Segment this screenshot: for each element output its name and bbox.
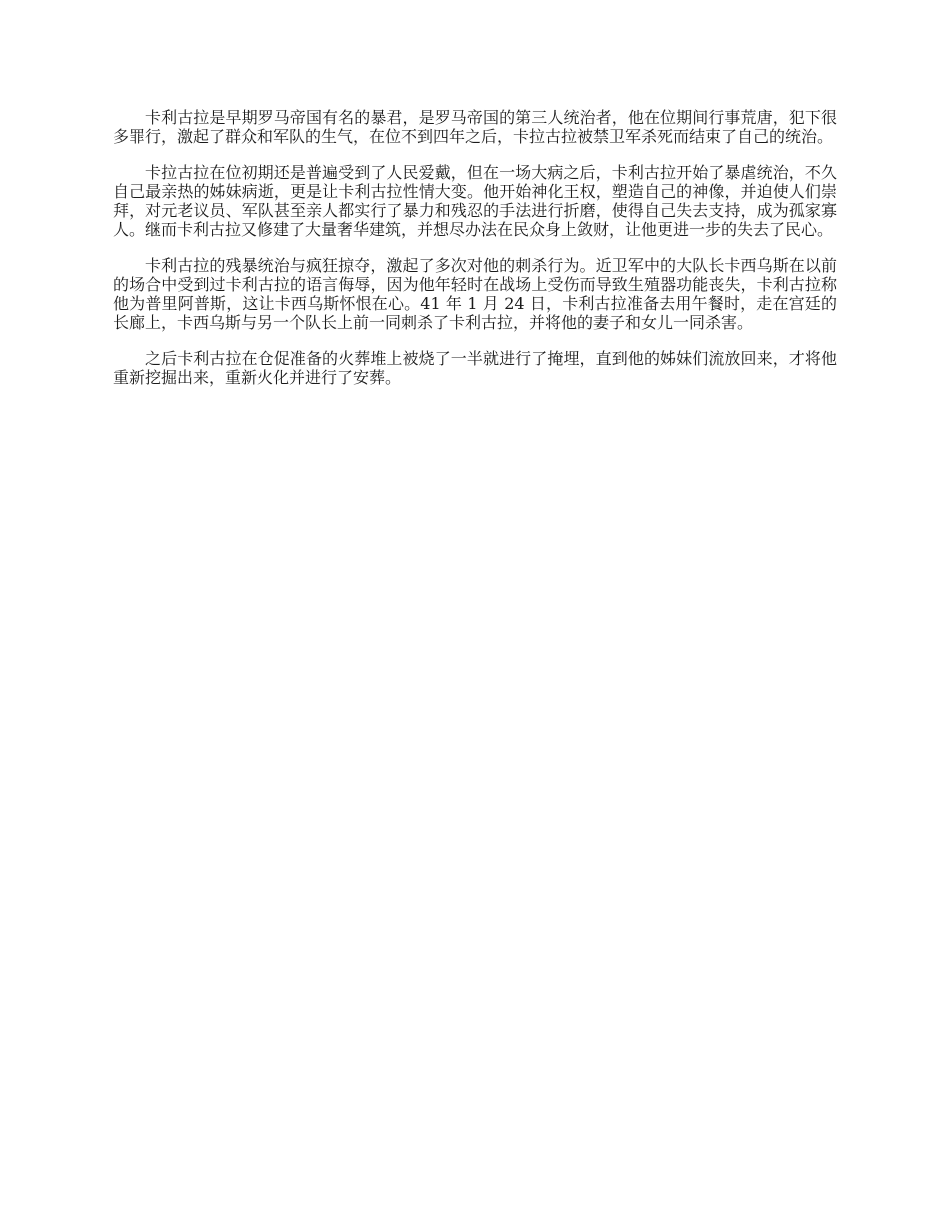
- paragraph-2: 卡拉古拉在位初期还是普遍受到了人民爱戴，但在一场大病之后，卡利古拉开始了暴虐统治，不久自己最亲热的姊妹病逝，更是让卡利古拉性情大变。他开始神化王权，塑造自己的神像，并迫使人们崇拜，对元老议员、军队甚至亲人都实行了暴力和残忍的手法进行折磨，使得自己失去支持，成为孤家寡人。继而卡利古拉又修建了大量奢华建筑，并想尽办法在民众身上敛财，让他更进一步的失去了民心。: [113, 163, 837, 239]
- paragraph-3: 卡利古拉的残暴统治与疯狂掠夺，激起了多次对他的刺杀行为。近卫军中的大队长卡西乌斯在以前的场合中受到过卡利古拉的语言侮辱，因为他年轻时在战场上受伤而导致生殖器功能丧失，卡利古拉称他为普里阿普斯，这让卡西乌斯怀恨在心。41 年 1 月 24 日，卡利古拉准备去用午餐时，走在宫廷的长廊上，卡西乌斯与另一个队长上前一同刺杀了卡利古拉，并将他的妻子和女儿一同杀害。: [113, 256, 837, 332]
- document-page: [113, 108, 837, 404]
- paragraph-1: 卡利古拉是早期罗马帝国有名的暴君，是罗马帝国的第三人统治者，他在位期间行事荒唐，犯下很多罪行，激起了群众和军队的生气，在位不到四年之后，卡拉古拉被禁卫军杀死而结束了自己的统治。: [113, 108, 837, 146]
- paragraph-4: 之后卡利古拉在仓促准备的火葬堆上被烧了一半就进行了掩埋，直到他的姊妹们流放回来，才将他重新挖掘出来，重新火化并进行了安葬。: [113, 349, 837, 387]
